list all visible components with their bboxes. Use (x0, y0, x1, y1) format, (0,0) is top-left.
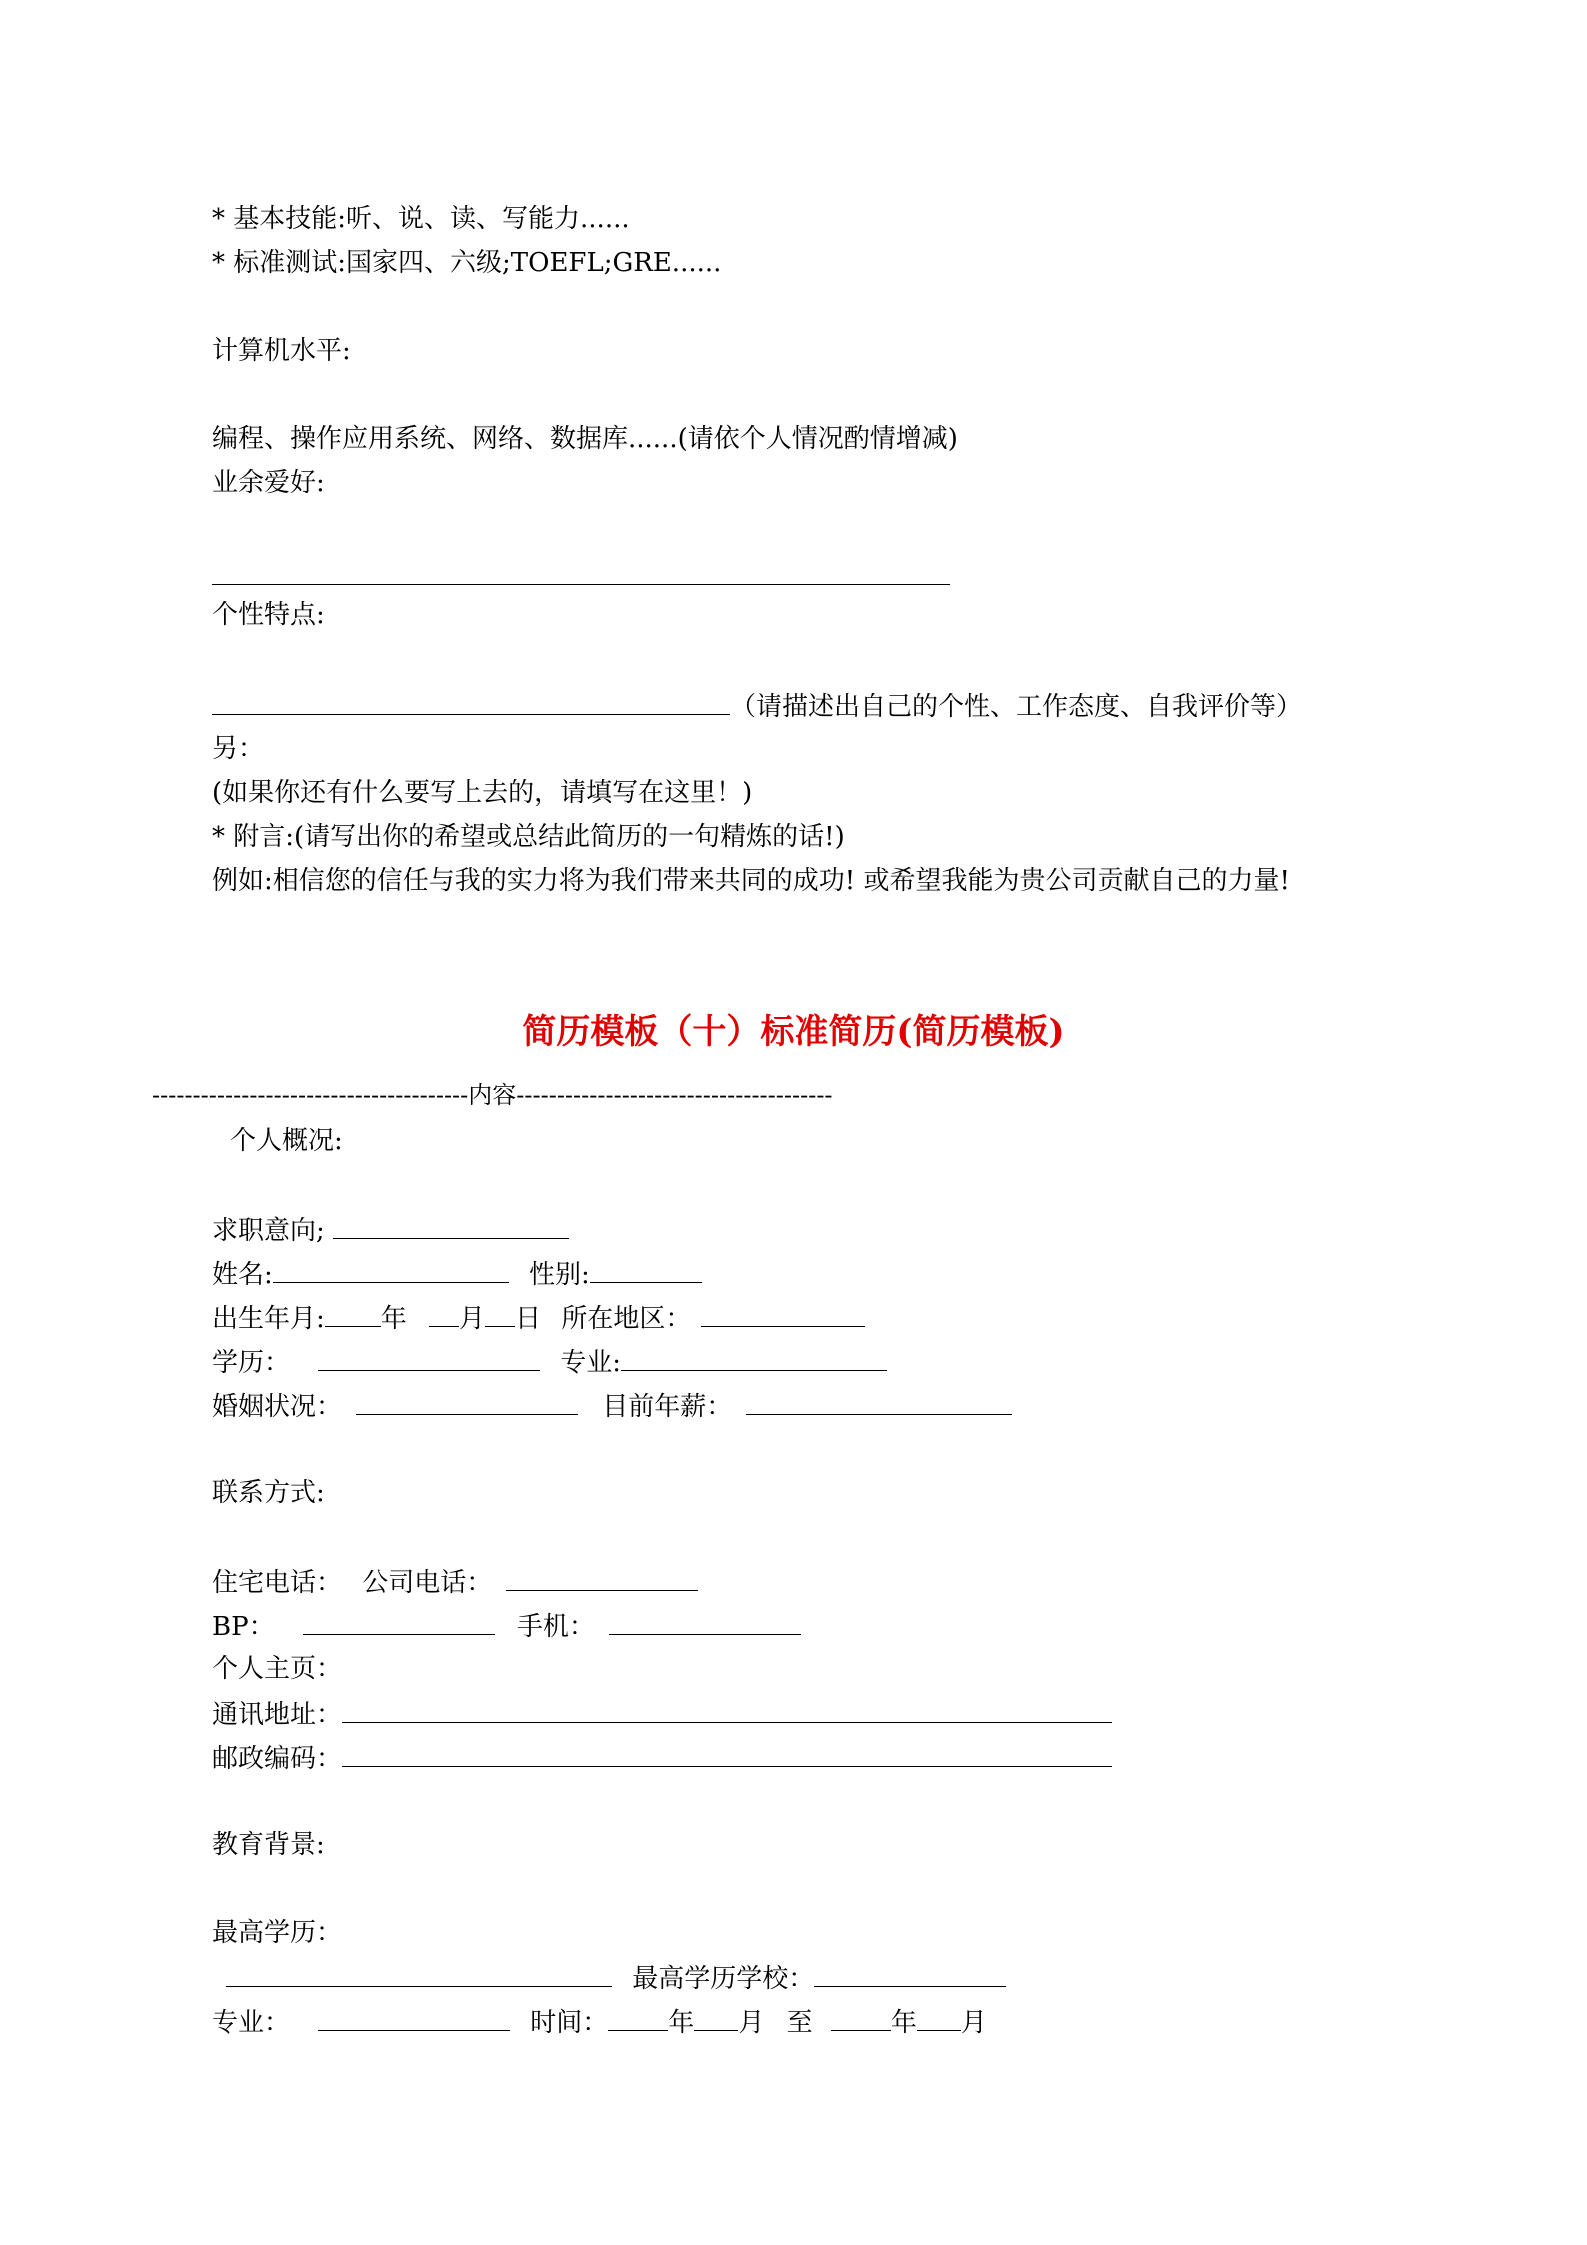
job-intent-row (212, 1214, 569, 1244)
skill-basic-text: * 基本技能:听、说、读、写能力...... (212, 204, 630, 234)
overview-label: 个人概况: (230, 1126, 343, 1156)
personality-row (212, 690, 1302, 720)
birth-region-row (212, 1302, 865, 1332)
computer-level-label: 计算机水平: (212, 336, 351, 366)
marital-salary-row (212, 1390, 1012, 1420)
education-major-row (212, 1346, 887, 1376)
salary-field[interactable] (746, 1390, 1012, 1415)
birth-label: 出生年月: (212, 1304, 325, 1334)
job-intent-label: 求职意向; (212, 1216, 325, 1246)
major2-label: 专业： (212, 2008, 291, 2038)
highest-degree-label: 最高学历： (212, 1918, 343, 1948)
name-field[interactable] (273, 1258, 509, 1283)
office-phone-field[interactable] (506, 1566, 698, 1591)
divider-right: --------------------------------------- (516, 1081, 833, 1109)
name-gender-row (212, 1258, 702, 1288)
highest-school-field[interactable] (814, 1962, 1006, 1987)
start-year-field[interactable] (608, 2006, 668, 2031)
hobby-fill-line[interactable] (212, 560, 950, 590)
other-hint: (如果你还有什么要写上去的，请填写在这里！) (212, 778, 753, 808)
month-unit: 月 (459, 1304, 486, 1334)
start-month-field[interactable] (694, 2006, 738, 2031)
bp-label: BP： (212, 1612, 275, 1642)
highest-degree-field[interactable] (226, 1962, 612, 1987)
end-year-field[interactable] (831, 2006, 891, 2031)
mobile-field[interactable] (609, 1610, 801, 1635)
computer-desc-text: 编程、操作应用系统、网络、数据库......(请依个人情况酌情增减) (212, 424, 958, 454)
day-unit: 日 (515, 1304, 542, 1334)
mobile-label: 手机： (516, 1612, 595, 1642)
divider-left: --------------------------------------- (152, 1081, 469, 1109)
name-label: 姓名: (212, 1260, 273, 1290)
edu-bg-label: 教育背景: (212, 1830, 325, 1860)
marital-field[interactable] (356, 1390, 578, 1415)
address-row (212, 1698, 1112, 1728)
end-year-unit: 年 (890, 2008, 917, 2038)
contact-label: 联系方式: (212, 1478, 325, 1508)
address-field[interactable] (342, 1698, 1112, 1723)
bp-field[interactable] (303, 1610, 495, 1635)
personality-label: 个性特点: (212, 600, 325, 630)
marital-label: 婚姻状况： (212, 1392, 343, 1422)
major2-field[interactable] (318, 2006, 510, 2031)
birth-day-field[interactable] (485, 1302, 515, 1327)
content-divider (152, 1080, 833, 1110)
birth-year-field[interactable] (325, 1302, 381, 1327)
major-time-row (212, 2006, 987, 2036)
address-label: 通讯地址： (212, 1700, 343, 1730)
divider-label: 内容 (468, 1081, 517, 1109)
education-field[interactable] (318, 1346, 540, 1371)
gender-field[interactable] (590, 1258, 702, 1283)
major-field[interactable] (621, 1346, 887, 1371)
section-title: 简历模板（十）标准简历(简历模板) (522, 1012, 1065, 1052)
note-text: * 附言:(请写出你的希望或总结此简历的一句精炼的话!) (212, 822, 845, 852)
education-label: 学历： (212, 1348, 291, 1378)
home-phone-label: 住宅电话： (212, 1568, 343, 1598)
personality-fill-line[interactable] (212, 690, 730, 715)
office-phone-label: 公司电话： (362, 1568, 493, 1598)
region-field[interactable] (701, 1302, 865, 1327)
bp-mobile-row (212, 1610, 801, 1640)
highest-school-row (212, 1962, 1006, 1992)
gender-label: 性别: (529, 1260, 590, 1290)
job-intent-field[interactable] (333, 1214, 569, 1239)
year-unit: 年 (380, 1304, 407, 1334)
phone-row (212, 1566, 698, 1596)
postcode-field[interactable] (342, 1742, 1112, 1767)
start-year-unit: 年 (668, 2008, 695, 2038)
major-label: 专业: (560, 1348, 622, 1378)
highest-school-label: 最高学历学校： (632, 1964, 815, 1994)
region-label: 所在地区： (561, 1304, 692, 1334)
postcode-row (212, 1742, 1112, 1772)
time-label: 时间： (530, 2008, 609, 2038)
homepage-label: 个人主页： (212, 1654, 343, 1684)
hobby-label: 业余爱好: (212, 468, 325, 498)
end-month-unit: 月 (960, 2008, 987, 2038)
skill-test-text: * 标准测试:国家四、六级;TOEFL;GRE...... (212, 248, 722, 278)
to-label: 至 (786, 2008, 813, 2038)
postcode-label: 邮政编码： (212, 1744, 343, 1774)
salary-label: 目前年薪： (602, 1392, 733, 1422)
example-text: 例如:相信您的信任与我的实力将为我们带来共同的成功! 或希望我能为贵公司贡献自己的力量! (212, 866, 1290, 896)
birth-month-field[interactable] (429, 1302, 459, 1327)
other-label: 另： (212, 734, 265, 764)
start-month-unit: 月 (738, 2008, 765, 2038)
personality-hint: （请描述出自己的个性、工作态度、自我评价等） (730, 692, 1303, 722)
end-month-field[interactable] (917, 2006, 961, 2031)
